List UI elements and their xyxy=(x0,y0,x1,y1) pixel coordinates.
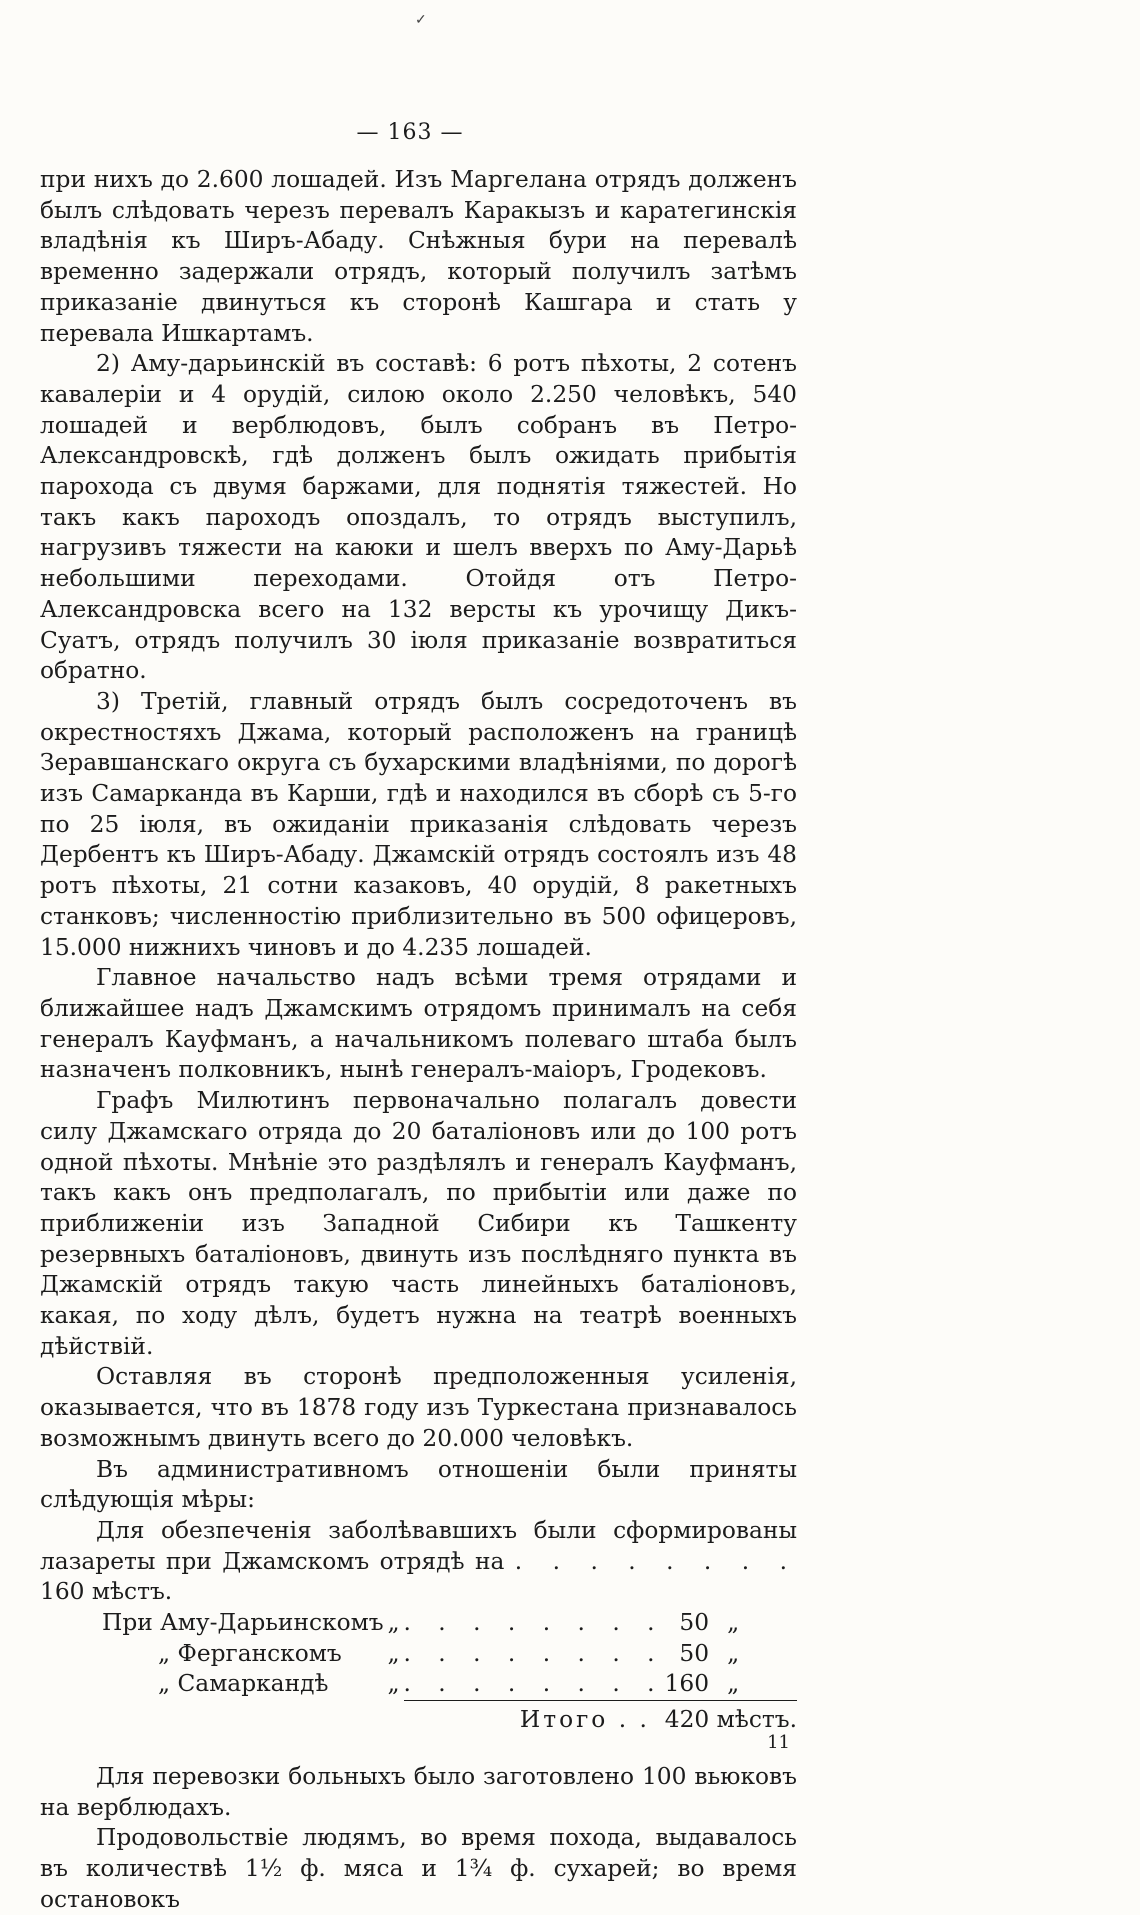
total-label: Итого . . xyxy=(519,1706,650,1734)
page-number: — 163 — xyxy=(356,120,464,145)
paragraph: при нихъ до 2.600 лошадей. Изъ Маргелана отрядъ долженъ былъ слѣдовать черезъ перевалъ Каракызъ и каратегинскія владѣнія къ Ширъ-Абаду. Снѣжныя бури на перевалѣ временно задержали отрядъ, который получилъ затѣмъ приказаніе двинуться къ сторонѣ Кашгара и стать у перевала Ишкартамъ. xyxy=(40,166,797,347)
body-text xyxy=(40,165,797,1915)
table-row xyxy=(40,1669,797,1700)
ink-mark: ✓ xyxy=(415,12,427,28)
ditto-mark: „ xyxy=(727,1609,740,1637)
leader-dots: . . . . . . . . xyxy=(403,1639,665,1667)
total-row xyxy=(40,1701,797,1736)
paragraph: Продовольствіе людямъ, во время похода, выдавалось въ количествѣ 1½ ф. мяса и 1¾ ф. сухарей; во время остановокъ xyxy=(40,1824,797,1913)
hospital-value: 50 xyxy=(679,1639,710,1667)
table-row xyxy=(40,1608,797,1639)
paragraph: 3) Третій, главный отрядъ былъ сосредоточенъ въ окрестностяхъ Джама, который расположенъ на границѣ Зеравшанскаго округа съ бухарскими владѣніями, по дорогѣ изъ Самарканда въ Карши, гдѣ и находился въ сборѣ съ 5-го по 25 іюля, въ ожиданіи приказанія слѣдовать черезъ Дербентъ къ Ширъ-Абаду. Джамскій отрядъ состоялъ изъ 48 ротъ пѣхоты, 21 сотни казаковъ, 40 орудій, 8 ракетныхъ станковъ; численностію приблизительно въ 500 офицеровъ, 15.000 нижнихъ чиновъ и до 4.235 лошадей. xyxy=(40,687,797,961)
hospital-intro xyxy=(40,1516,797,1608)
paragraph: Для перевозки больныхъ было заготовлено 100 вьюковъ на верблюдахъ. xyxy=(40,1762,797,1821)
hospital-value: 160 xyxy=(664,1670,710,1698)
hospital-label: „ Самаркандѣ xyxy=(158,1670,329,1698)
ditto-mark: „ xyxy=(727,1670,740,1698)
hospital-label: „ Ферганскомъ xyxy=(158,1639,342,1667)
hospital-label: При Аму-Дарьинскомъ xyxy=(102,1609,384,1637)
paragraph: 2) Аму-дарьинскій въ составѣ: 6 ротъ пѣхоты, 2 сотенъ кавалеріи и 4 орудій, силою около 2.250 человѣкъ, 540 лошадей и верблюдовъ, былъ собранъ въ Петро-Александровскѣ, гдѣ долженъ былъ ожидать прибытія парохода съ двумя баржами, для поднятія тяжестей. Но такъ какъ пароходъ опоздалъ, то отрядъ выступилъ, нагрузивъ тяжести на каюки и шелъ вверхъ по Аму-Дарьѣ небольшими переходами. Отойдя отъ Петро-Александровска всего на 132 версты къ урочищу Дикъ-Суатъ, отрядъ получилъ 30 іюля приказаніе возвратиться обратно. xyxy=(40,350,797,685)
ditto-mark: „ xyxy=(387,1609,400,1637)
paragraph: Графъ Милютинъ первоначально полагалъ довести силу Джамскаго отряда до 20 баталіоновъ или до 100 ротъ одной пѣхоты. Мнѣніе это раздѣлялъ и генералъ Кауфманъ, такъ какъ онъ предполагалъ, по прибытіи или даже по приближеніи изъ Западной Сибири къ Ташкенту резервныхъ баталіоновъ, двинуть изъ послѣдняго пункта въ Джамскій отрядъ такую часть линейныхъ баталіоновъ, какая, по ходу дѣлъ, будетъ нужна на театрѣ военныхъ дѣйствій. xyxy=(40,1087,797,1360)
leader-dots: . . . . . . . . xyxy=(403,1670,665,1698)
hospital-value: 160 xyxy=(40,1578,85,1606)
paragraph: Въ административномъ отношеніи были приняты слѣдующія мѣры: xyxy=(40,1455,797,1514)
ditto-mark: „ xyxy=(727,1639,740,1667)
hospital-value: 50 xyxy=(679,1609,710,1637)
ditto-mark: „ xyxy=(387,1670,400,1698)
total-cell xyxy=(404,1701,798,1736)
signature-mark: 11 xyxy=(767,1732,790,1753)
table-row xyxy=(40,1639,797,1670)
ditto-mark: „ xyxy=(387,1639,400,1667)
hospital-unit: мѣстъ. xyxy=(91,1578,173,1606)
leader-dots: . . . . . . . . xyxy=(403,1609,665,1637)
hospital-table xyxy=(40,1608,797,1736)
leader-dots: . . . . . . . . xyxy=(514,1547,797,1575)
hospital-intro-text: Для обезпеченія заболѣвавшихъ были сформированы лазареты при Джамскомъ отрядѣ на xyxy=(40,1516,797,1575)
total-value: 420 xyxy=(664,1706,710,1734)
paragraph: Оставляя въ сторонѣ предположенныя усиленія, оказывается, что въ 1878 году изъ Туркестана признавалось возможнымъ двинуть всего до 20.000 человѣкъ. xyxy=(40,1363,797,1452)
paragraph: Главное начальство надъ всѣми тремя отрядами и ближайшее надъ Джамскимъ отрядомъ принималъ на себя генералъ Кауфманъ, а начальникомъ полеваго штаба былъ назначенъ полковникъ, нынѣ генералъ-маіоръ, Гродековъ. xyxy=(40,964,797,1084)
total-unit: мѣстъ. xyxy=(716,1706,797,1734)
